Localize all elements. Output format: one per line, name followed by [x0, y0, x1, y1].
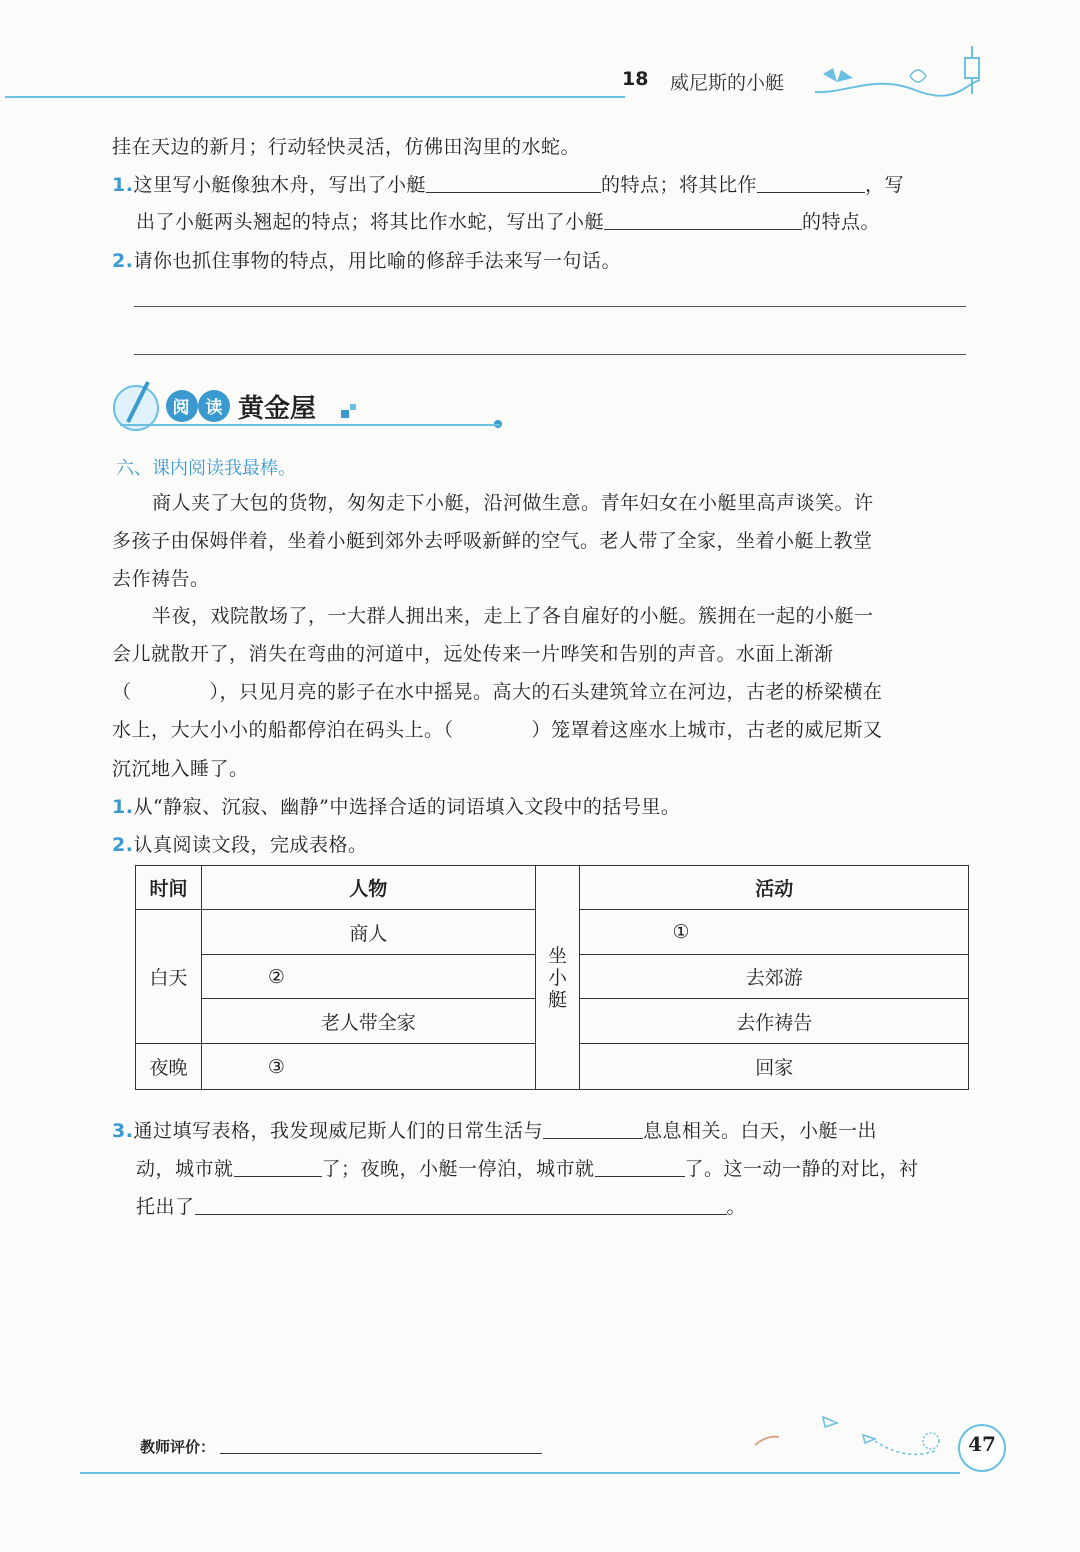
table-cell-activity-4: 回家	[580, 1044, 969, 1090]
teacher-eval-line[interactable]	[220, 1453, 542, 1454]
passage-p2-line-3-text: ），只见月亮的影子在水中摇晃。高大的石头建筑耸立在河边，古老的桥梁横在	[209, 681, 883, 703]
question-1-line-1	[112, 170, 904, 197]
passage-p2-line-4-text-b: ）笼罩着这座水上城市，古老的威尼斯又	[531, 719, 883, 741]
table-activity-1-marker: ①	[672, 921, 690, 943]
table-cell-people-3: 老人带全家	[201, 999, 535, 1044]
answer-blank-4[interactable]	[543, 1120, 643, 1139]
question-3-text-g: 。	[726, 1196, 747, 1218]
section-subtitle: 六、课内阅读我最棒。	[116, 458, 296, 479]
question-1-number: 1.	[112, 174, 134, 196]
header-decoration-icon	[815, 44, 995, 104]
section-title: 黄金屋	[238, 394, 317, 424]
question-1-text-d: 出了小艇两头翘起的特点；将其比作水蛇，写出了小艇	[136, 211, 605, 233]
table-middle-text: 坐小艇	[547, 944, 567, 1011]
question-3-text-a: 通过填写表格，我发现威尼斯人们的日常生活与	[133, 1120, 543, 1142]
passage-p2-line-4	[112, 715, 883, 742]
passage-p2-line-4-text-a: 水上，大大小小的船都停泊在码头上。（	[112, 719, 454, 741]
lesson-title: 威尼斯的小艇	[670, 72, 785, 94]
footer-rule	[80, 1472, 960, 1474]
footer-decoration-icon	[745, 1405, 960, 1465]
task-1	[112, 792, 680, 819]
bracket-open-1: （	[112, 681, 132, 703]
answer-blank-6[interactable]	[595, 1158, 685, 1177]
passage-p2-line-1: 半夜，戏院散场了，一大群人拥出来，走上了各自雇好的小艇。簇拥在一起的小艇一	[152, 605, 874, 627]
table-cell-day: 白天	[136, 910, 202, 1044]
answer-blank-2[interactable]	[757, 174, 865, 193]
answer-blank-1[interactable]	[426, 174, 601, 193]
task-1-number: 1.	[112, 796, 134, 818]
question-3-line-1	[112, 1116, 877, 1143]
task-2-number: 2.	[112, 834, 134, 856]
answer-blank-7[interactable]	[195, 1196, 727, 1215]
header-rule	[5, 96, 625, 98]
question-3-text-c: 动，城市就	[136, 1158, 234, 1180]
table-middle-label	[535, 866, 580, 1090]
task-2	[112, 830, 367, 857]
section-badge-2: 读	[205, 398, 223, 418]
answer-blank-3[interactable]	[604, 211, 802, 230]
write-line-2[interactable]	[134, 354, 966, 355]
passage-p2-line-5: 沉沉地入睡了。	[112, 758, 249, 780]
question-3-number: 3.	[112, 1120, 134, 1142]
table-header-people: 人物	[201, 866, 535, 910]
passage-p1-line-1: 商人夹了大包的货物，匆匆走下小艇，沿河做生意。青年妇女在小艇里高声谈笑。许	[152, 492, 874, 514]
table-cell-activity-3: 去作祷告	[580, 999, 969, 1044]
question-3-text-e: 了。这一动一静的对比，衬	[684, 1158, 919, 1180]
answer-blank-5[interactable]	[234, 1158, 322, 1177]
question-1-text-a: 这里写小艇像独木舟，写出了小艇	[133, 174, 426, 196]
question-1-text-b: 的特点；将其比作	[600, 174, 757, 196]
intro-line: 挂在天边的新月；行动轻快灵活，仿佛田沟里的水蛇。	[112, 136, 581, 158]
lesson-number: 18	[622, 68, 649, 90]
table-people-4-marker: ③	[267, 1055, 285, 1078]
table-cell-people-4[interactable]	[201, 1044, 535, 1090]
question-3-text-d: 了；夜晚，小艇一停泊，城市就	[321, 1158, 595, 1180]
page-number: 47	[968, 1432, 996, 1456]
section-badge-1: 阅	[172, 398, 190, 418]
teacher-eval-label: 教师评价：	[140, 1438, 216, 1456]
passage-p2-line-2: 会儿就散开了，消失在弯曲的河道中，远处传来一片哗笑和告别的声音。水面上渐渐	[112, 643, 834, 665]
question-2	[112, 246, 621, 273]
question-3-text-b: 息息相关。白天，小艇一出	[642, 1120, 877, 1142]
table-cell-night: 夜晚	[136, 1044, 202, 1090]
table-cell-people-1: 商人	[201, 910, 535, 955]
question-3-line-2	[136, 1154, 919, 1181]
question-1-text-c: ，写	[864, 174, 904, 196]
table-header-time: 时间	[136, 866, 202, 910]
task-2-text: 认真阅读文段，完成表格。	[133, 834, 368, 856]
write-line-1[interactable]	[134, 306, 966, 307]
table-cell-activity-1[interactable]	[580, 910, 969, 955]
question-3-text-f: 托出了	[136, 1196, 195, 1218]
question-3-line-3	[136, 1192, 746, 1219]
activity-table	[135, 865, 969, 1090]
passage-p1-line-3: 去作祷告。	[112, 568, 210, 590]
table-people-2-marker: ②	[267, 965, 285, 988]
question-1-text-e: 的特点。	[802, 211, 881, 233]
table-header-activity: 活动	[580, 866, 969, 910]
passage-p1-line-2: 多孩子由保姆伴着，坐着小艇到郊外去呼吸新鲜的空气。老人带了全家，坐着小艇上教堂	[112, 530, 873, 552]
question-1-line-2	[136, 207, 880, 234]
table-cell-activity-2: 去郊游	[580, 955, 969, 999]
table-cell-people-2[interactable]	[201, 955, 535, 999]
section-rule	[120, 424, 500, 426]
task-1-text: 从“静寂、沉寂、幽静”中选择合适的词语填入文段中的括号里。	[133, 796, 681, 818]
question-2-text: 请你也抓住事物的特点，用比喻的修辞手法来写一句话。	[133, 250, 621, 272]
question-2-number: 2.	[112, 250, 134, 272]
passage-p2-line-3	[112, 677, 883, 704]
